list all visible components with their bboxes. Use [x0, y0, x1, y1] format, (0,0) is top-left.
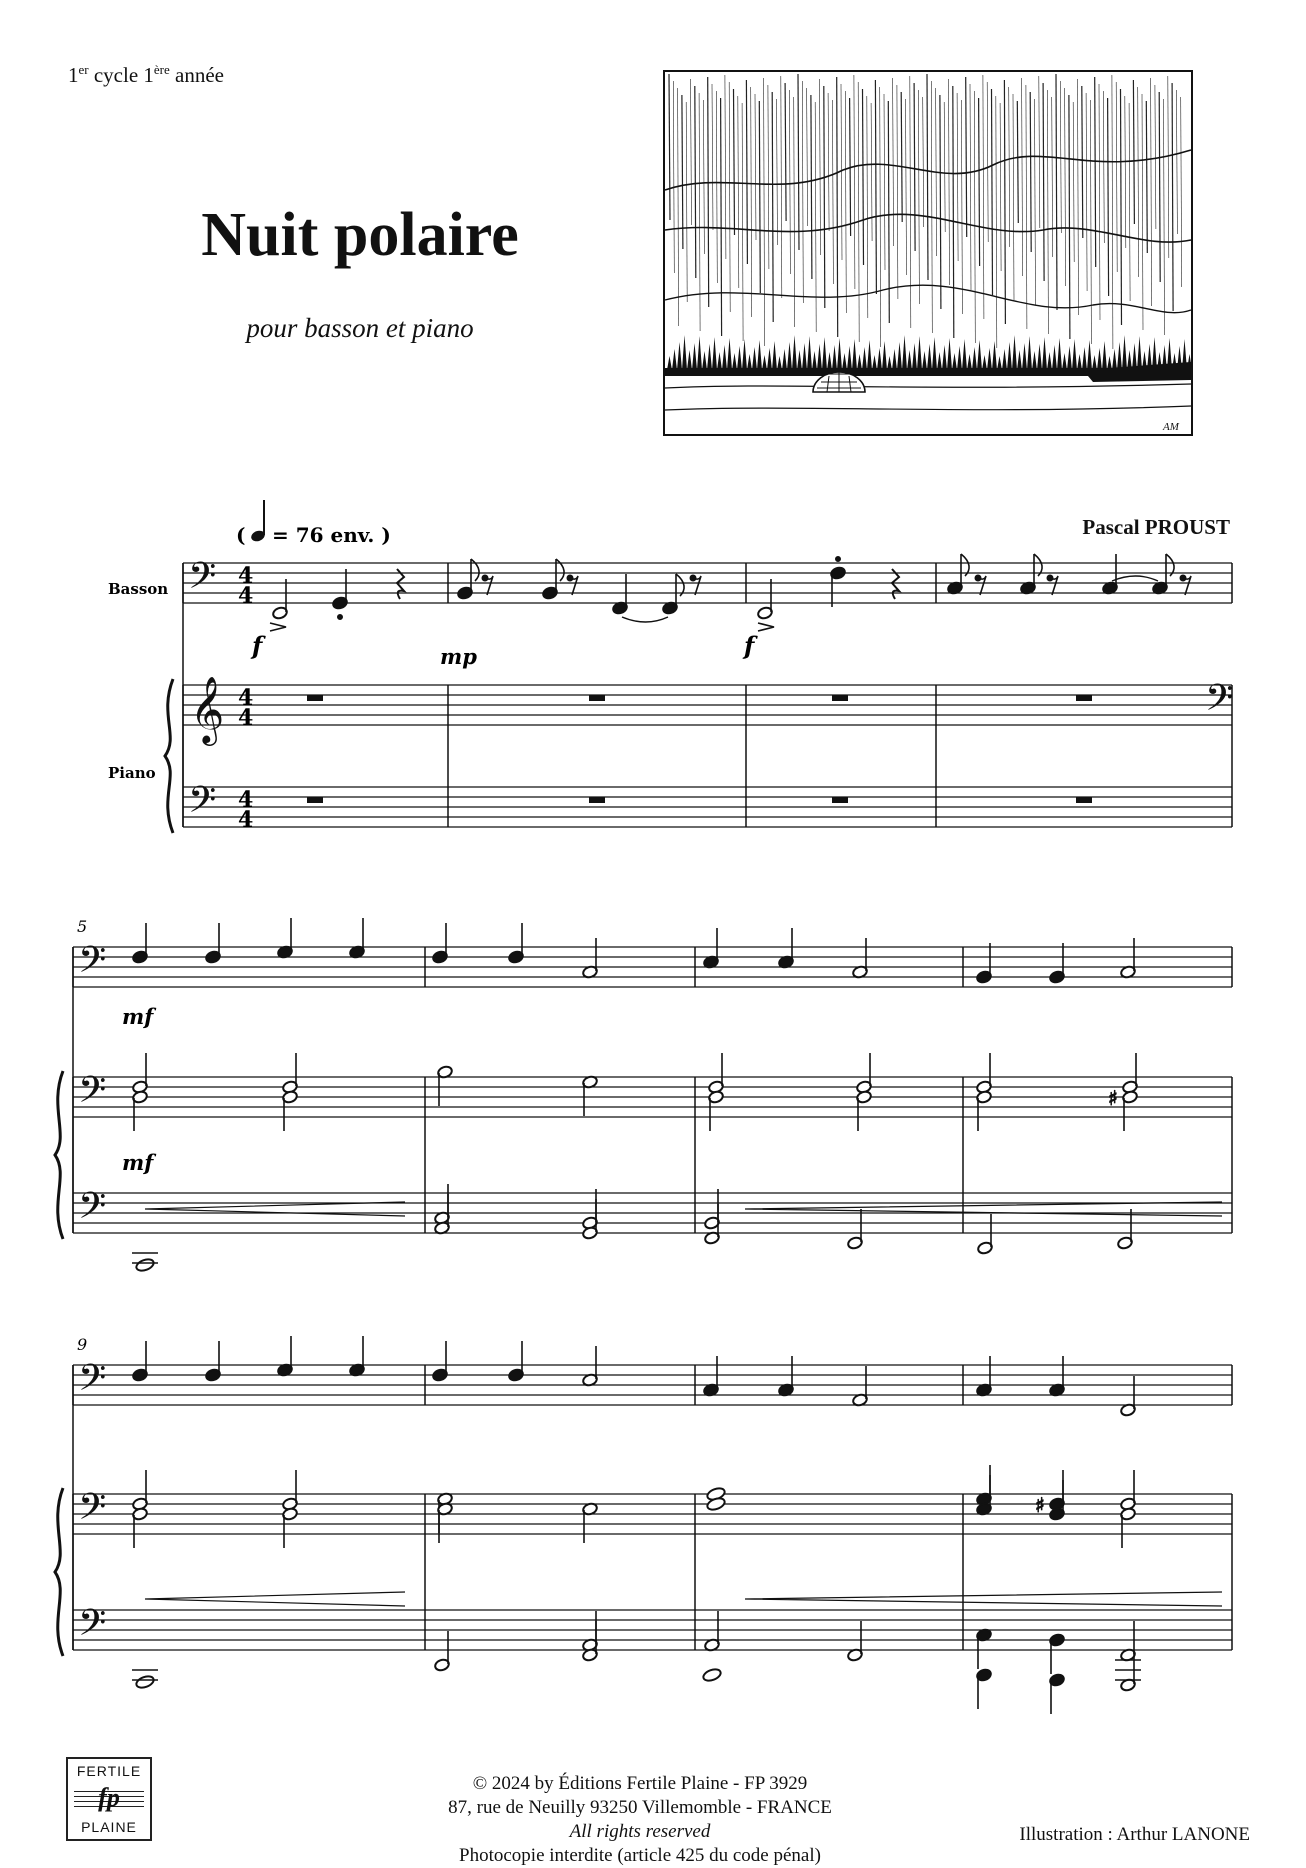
note	[706, 1486, 726, 1502]
note	[132, 1507, 149, 1548]
bass-clef-icon: 𝄢	[188, 555, 217, 606]
note	[135, 1674, 155, 1690]
note	[778, 928, 795, 969]
note	[1117, 1209, 1134, 1250]
note	[277, 1336, 294, 1377]
note	[1049, 1356, 1066, 1397]
note	[1049, 1480, 1066, 1521]
note	[708, 1053, 725, 1094]
note	[706, 1496, 726, 1512]
note	[437, 1065, 454, 1106]
page-title: Nuit polaire	[201, 201, 519, 269]
note	[778, 1356, 795, 1397]
dynamic-marking: mp	[440, 644, 477, 669]
publisher-logo-bottom: PLAINE	[81, 1819, 137, 1835]
staccato-dot	[836, 557, 841, 562]
time-signature-numerator: 4	[238, 685, 254, 711]
note	[132, 1341, 149, 1382]
note	[612, 574, 629, 615]
note	[703, 1356, 720, 1397]
note	[1049, 1633, 1066, 1674]
quarter-rest-icon	[397, 569, 404, 599]
note	[976, 1475, 993, 1516]
note	[1049, 1470, 1066, 1511]
note	[132, 1090, 149, 1131]
note	[205, 1341, 222, 1382]
eighth-rest-icon	[1180, 575, 1191, 595]
note	[582, 1189, 599, 1230]
note	[704, 1611, 721, 1652]
footer	[380, 1772, 900, 1868]
tempo-text: = 76 env. )	[272, 523, 391, 547]
bass-clef-icon: 𝄢	[78, 1357, 107, 1408]
staff-piano-upper-system2	[73, 1077, 1232, 1117]
note	[135, 1257, 155, 1273]
illustration-signature: AM	[1163, 421, 1179, 433]
note	[132, 923, 149, 964]
note	[432, 923, 449, 964]
note	[977, 1214, 994, 1255]
note	[830, 566, 847, 607]
note	[757, 579, 774, 620]
time-signature-denominator: 4	[238, 583, 254, 609]
note	[582, 1621, 599, 1662]
note	[702, 1667, 722, 1683]
note	[976, 1090, 993, 1131]
sharp-icon: ♯	[1035, 1493, 1045, 1517]
note	[852, 1366, 869, 1407]
staff-piano-lower-system3	[73, 1610, 1232, 1650]
staff-bassoon-system1	[183, 563, 1232, 603]
whole-rest-icon	[1076, 695, 1092, 701]
time-signature-numerator: 4	[238, 787, 254, 813]
staff-bassoon-system3	[73, 1365, 1232, 1405]
note	[434, 1631, 451, 1672]
note	[282, 1470, 299, 1511]
staff-piano-lower-system2	[73, 1193, 1232, 1233]
note	[976, 1465, 993, 1506]
measure-number: 5	[77, 917, 88, 936]
bass-clef-icon: 𝄢	[188, 779, 217, 830]
treble-clef-icon: 𝄞	[190, 675, 225, 743]
bass-clef-icon: 𝄢	[78, 939, 107, 990]
note	[582, 1346, 599, 1387]
note	[432, 1341, 449, 1382]
note	[582, 1199, 599, 1240]
whole-rest-icon	[832, 695, 848, 701]
rights-text: All rights reserved	[569, 1821, 711, 1842]
note	[1122, 1090, 1139, 1131]
quarter-note-icon	[250, 529, 267, 543]
tempo-open-paren: (	[236, 523, 246, 547]
note	[704, 1189, 721, 1230]
note	[1049, 1673, 1066, 1714]
bass-clef-icon: 𝄢	[1205, 677, 1234, 728]
note	[434, 1184, 451, 1225]
note	[1120, 1651, 1137, 1692]
note	[703, 928, 720, 969]
time-signature-numerator: 4	[238, 563, 254, 589]
tempo-marking	[236, 500, 391, 547]
note	[1120, 1470, 1137, 1511]
note	[582, 1611, 599, 1652]
staccato-dot	[338, 615, 343, 620]
note	[332, 569, 349, 610]
bass-clef-icon: 𝄢	[78, 1185, 107, 1236]
note	[1122, 1053, 1139, 1094]
bass-clef-icon: 𝄢	[78, 1486, 107, 1537]
measure-number: 9	[77, 1335, 88, 1354]
note	[508, 1341, 525, 1382]
tie	[622, 617, 668, 622]
note	[1120, 938, 1137, 979]
note	[708, 1090, 725, 1131]
piano-brace	[55, 1488, 63, 1656]
note	[1152, 554, 1174, 595]
illustration-credit: Illustration : Arthur LANONE	[1019, 1824, 1250, 1845]
note	[856, 1053, 873, 1094]
copyright-text: © 2024 by Éditions Fertile Plaine - FP 3929	[472, 1773, 808, 1794]
note	[132, 1470, 149, 1511]
dynamic-marking: mf	[122, 1004, 154, 1029]
note	[437, 1502, 454, 1543]
note	[277, 918, 294, 959]
note	[1049, 943, 1066, 984]
note	[582, 1075, 599, 1116]
whole-rest-icon	[589, 797, 605, 803]
note	[1020, 554, 1042, 595]
dynamic-marking: f	[252, 631, 263, 660]
note	[976, 1053, 993, 1094]
eighth-rest-icon	[567, 575, 578, 595]
eighth-rest-icon	[975, 575, 986, 595]
staff-piano-treble-system1	[183, 685, 1232, 725]
note	[132, 1053, 149, 1094]
note	[542, 559, 564, 600]
note	[947, 554, 969, 595]
staff-bassoon-system2	[73, 947, 1232, 987]
note	[856, 1090, 873, 1131]
address-text: 87, rue de Neuilly 93250 Villemomble - FRANCE	[448, 1797, 832, 1818]
note	[582, 1502, 599, 1543]
sharp-icon: ♯	[1108, 1086, 1118, 1110]
eighth-rest-icon	[482, 575, 493, 595]
note	[457, 559, 479, 600]
note	[349, 1336, 366, 1377]
staff-piano-upper-system3	[73, 1494, 1232, 1534]
page-subtitle: pour basson et piano	[246, 313, 474, 343]
publisher-logo-top: FERTILE	[76, 1763, 142, 1779]
whole-rest-icon	[307, 695, 323, 701]
photocopy-notice: Photocopie interdite (article 425 du code pénal)	[459, 1845, 821, 1866]
note	[976, 943, 993, 984]
note	[282, 1090, 299, 1131]
note	[434, 1194, 451, 1235]
dynamic-marking: f	[744, 631, 755, 660]
instrument-label-piano: Piano	[108, 764, 156, 782]
note	[272, 579, 289, 620]
polar-night-illustration	[663, 70, 1193, 436]
note	[582, 938, 599, 979]
note	[349, 918, 366, 959]
note	[847, 1621, 864, 1662]
note	[437, 1492, 454, 1533]
crescendo-hairpins	[145, 1202, 1222, 1606]
dynamic-marking: mf	[122, 1150, 154, 1175]
note	[282, 1053, 299, 1094]
piano-brace	[55, 1071, 63, 1239]
bass-clef-icon: 𝄢	[78, 1602, 107, 1653]
note	[847, 1209, 864, 1250]
note	[704, 1204, 721, 1245]
time-signature-denominator: 4	[238, 807, 254, 833]
whole-rest-icon	[307, 797, 323, 803]
staff-piano-bass-system1	[183, 787, 1232, 827]
note	[976, 1356, 993, 1397]
eighth-rest-icon	[690, 575, 701, 595]
note	[976, 1628, 993, 1669]
composer-name: Pascal PROUST	[1082, 515, 1230, 539]
note	[1120, 1507, 1137, 1548]
note	[282, 1507, 299, 1548]
whole-rest-icon	[832, 797, 848, 803]
publisher-logo	[66, 1757, 152, 1841]
quarter-rest-icon	[892, 569, 899, 599]
publisher-logo-mark: fp	[98, 1783, 120, 1812]
note	[1120, 1376, 1137, 1417]
level-label: 1er cycle 1ère année	[68, 62, 224, 87]
note	[852, 938, 869, 979]
eighth-rest-icon	[1047, 575, 1058, 595]
note	[976, 1668, 993, 1709]
piano-brace	[165, 679, 173, 833]
note	[205, 923, 222, 964]
note	[662, 574, 684, 615]
note	[508, 923, 525, 964]
tie	[1112, 576, 1158, 581]
note	[1102, 554, 1119, 595]
whole-rest-icon	[1076, 797, 1092, 803]
instrument-label-bassoon: Basson	[108, 580, 169, 598]
time-signature-denominator: 4	[238, 705, 254, 731]
note	[1120, 1621, 1137, 1662]
whole-rest-icon	[589, 695, 605, 701]
bass-clef-icon: 𝄢	[78, 1069, 107, 1120]
accent-mark	[758, 623, 774, 631]
accent-mark	[270, 623, 286, 631]
